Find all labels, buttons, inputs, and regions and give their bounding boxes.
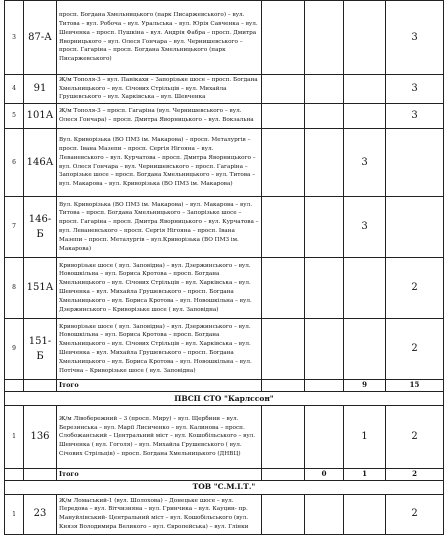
empty-cell (5, 380, 24, 392)
value-col-a (305, 104, 344, 129)
value-col-c: 3 (386, 75, 444, 104)
value-col-c: 2 (386, 494, 444, 534)
empty-cell (262, 468, 305, 480)
route-description: Ж/м Ломаський-1 (вул. Шолохова) – Донецьке шосе – вул. Передова – вул. Вітчизняна – вул. Гринчика – вул. Кауцин- пр. Мануйлівський- Центральний міст – вул. Кошобільського (вул. Князя Володимира Великого – вул. Європейська) – вул. Глінки (57, 494, 262, 534)
section-header-row (5, 480, 444, 494)
route-description: Криворізьке шосе ( вул. Заповідна) – вул. Дзержинського – вул. Новошкільна – вул. Бориса Кротова – просп. Богдана Хмельницького – вул. Січових Стрільців – вул. Харківська – вул. Шевченка – вул. Михайла Грушевського – просп. Богдана Хмельницького – вул. Бориса Кротова – вул. Новошкільна – вул. Потічна – Криворізьке шосе ( вул. Заповідна) (57, 319, 262, 380)
value-col-c: 2 (386, 405, 444, 468)
table-row (5, 104, 444, 129)
value-col-c (386, 197, 444, 258)
total-col-b: 1 (344, 468, 386, 480)
section-title-karlsson: ПВСП СТО "Карлссон" (5, 391, 444, 405)
value-col-c: 2 (386, 319, 444, 380)
value-col-b (344, 258, 386, 319)
row-number: 6 (5, 129, 24, 197)
route-description: Криворізьке шосе ( вул. Заповідна) – вул. Дзержинського – вул. Новошкільна – вул. Бориса Кротова – просп. Богдана Хмельницького – вул. Січових Стрільців – вул. Харківська – вул. Шевченка – вул. Михайла Грушевського – просп. Богдана Хмельницького – вул. Бориса Кротова – вул. Новошкільна – вул. Дзержинського – Криворізьке шосе ( вул. Заповідна) (57, 258, 262, 319)
value-col-c (386, 129, 444, 197)
empty-cell (262, 129, 305, 197)
empty-cell (262, 75, 305, 104)
empty-cell (262, 494, 305, 534)
empty-cell (262, 405, 305, 468)
row-number: 4 (5, 75, 24, 104)
table-row (5, 258, 444, 319)
row-number: 7 (5, 197, 24, 258)
empty-cell (262, 380, 305, 392)
total-col-c: 2 (386, 468, 444, 480)
route-number: 91 (24, 75, 57, 104)
value-col-b: 3 (344, 197, 386, 258)
empty-cell (262, 197, 305, 258)
total-col-b: 9 (344, 380, 386, 392)
row-number: 1 (5, 405, 24, 468)
route-description: Вул. Криворізька (ВО ПМЗ ім. Макарова) – вул. Макарова – вул. Титова – просп. Богдана Хмельницького – Запорізьке шосе – просп. Гагаріна – просп. Дмитра Яворницького – вул. Курчатова – вул. Леваневського – просп. Сергія Нігояна – просп. Івана Мазепи – просп. Металургів – вул.Криворізька (ВО ПМЗ ім. Макарова) (57, 197, 262, 258)
route-description: Ж/м Тополя-3 – вул. Панікахи – Запорізьке шосе – просп. Богдана Хмельницького – вул. Січових Стрільців – вул. Михайла Грушевського – вул. Харківська – вул. Шевченка (57, 75, 262, 104)
route-description: Вул. Криворізька (ВО ПМЗ ім. Макарова) – просп. Металургів – просп. Івана Мазепи – просп. Сергія Нігояна – вул. Леваневського – вул. Курчатова – просп. Дмитра Яворницького – вул. Олеся Гончара – вул. Чернишевського – просп. Гагаріна – Запорізьке шосе – просп. Богдана Хмельницького – вул. Титова – вул. Макарова – вул. Криворізька (ВО ПМЗ ім. Макарова) (57, 129, 262, 197)
row-number: 5 (5, 104, 24, 129)
table-row (5, 75, 444, 104)
table-row (5, 494, 444, 534)
value-col-b: 1 (344, 405, 386, 468)
table-row (5, 197, 444, 258)
route-number: 87-А (24, 1, 57, 75)
value-col-c: 3 (386, 104, 444, 129)
row-number: 1 (5, 494, 24, 534)
empty-cell (262, 258, 305, 319)
route-number: 151А (24, 258, 57, 319)
table-row (5, 405, 444, 468)
empty-cell (262, 319, 305, 380)
route-description: Ж/м Лівобережний – 3 (просп. Миру) – вул. Щербини – вул. Березинська – вул. Марії Лисиченко – вул. Калинова – просп. Слобожанський – Центральний міст – вул. Кошобільського – вул. Шевченка ( вул. Гоголя) – вул. Михайла Грушевського ( вул. Січових Стрільців) – просп. Богдана Хмельницького (ДНВЦ) (57, 405, 262, 468)
value-col-b (344, 75, 386, 104)
value-col-b (344, 494, 386, 534)
table-body-1 (5, 1, 444, 535)
value-col-a (305, 129, 344, 197)
value-col-a (305, 75, 344, 104)
value-col-a (305, 197, 344, 258)
total-col-a: 0 (305, 468, 344, 480)
section-header-row (5, 391, 444, 405)
route-description: Ж/м Тополя-3 – просп. Гагаріна (вул. Чернишевського – вул. Олеся Гончара) – просп. Дмитра Яворницького – вул. Вокзальна (57, 104, 262, 129)
routes-table (4, 0, 444, 535)
empty-cell (262, 1, 305, 75)
value-col-a (305, 405, 344, 468)
table-row (5, 319, 444, 380)
empty-cell (262, 104, 305, 129)
value-col-a (305, 258, 344, 319)
route-number: 23 (24, 494, 57, 534)
route-number: 146-Б (24, 197, 57, 258)
section-title-smit: ТОВ "С.М.І.Т." (5, 480, 444, 494)
empty-cell (24, 380, 57, 392)
total-row (5, 380, 444, 392)
value-col-a (305, 1, 344, 75)
row-number: 8 (5, 258, 24, 319)
row-number: 3 (5, 1, 24, 75)
total-label: Ітого (57, 380, 262, 392)
value-col-c: 2 (386, 258, 444, 319)
row-number: 9 (5, 319, 24, 380)
total-col-c: 15 (386, 380, 444, 392)
empty-cell (24, 468, 57, 480)
value-col-b (344, 1, 386, 75)
value-col-c: 3 (386, 1, 444, 75)
total-label: Ітого (57, 468, 262, 480)
value-col-a (305, 319, 344, 380)
value-col-b (344, 104, 386, 129)
table-row (5, 1, 444, 75)
route-number: 136 (24, 405, 57, 468)
total-row (5, 468, 444, 480)
value-col-b (344, 319, 386, 380)
total-col-a (305, 380, 344, 392)
route-number: 151-Б (24, 319, 57, 380)
value-col-a (305, 494, 344, 534)
route-number: 146А (24, 129, 57, 197)
route-description: просп. Богдана Хмельницького (парк Писаржевського) – вул. Титова – вул. Робоча – вул. Уральська – вул. Юрія Савченка – вул. Шевченка – просп. Пушкіна – вул. Андрія Фабра – просп. Дмитра Яворницького – вул. Олеся Гончара – вул. Чернишевського – просп. Гагаріна – просп. Богдана Хмельницького (парк Писаржевського) (57, 1, 262, 75)
value-col-b: 3 (344, 129, 386, 197)
empty-cell (5, 468, 24, 480)
table-row (5, 129, 444, 197)
route-number: 101А (24, 104, 57, 129)
